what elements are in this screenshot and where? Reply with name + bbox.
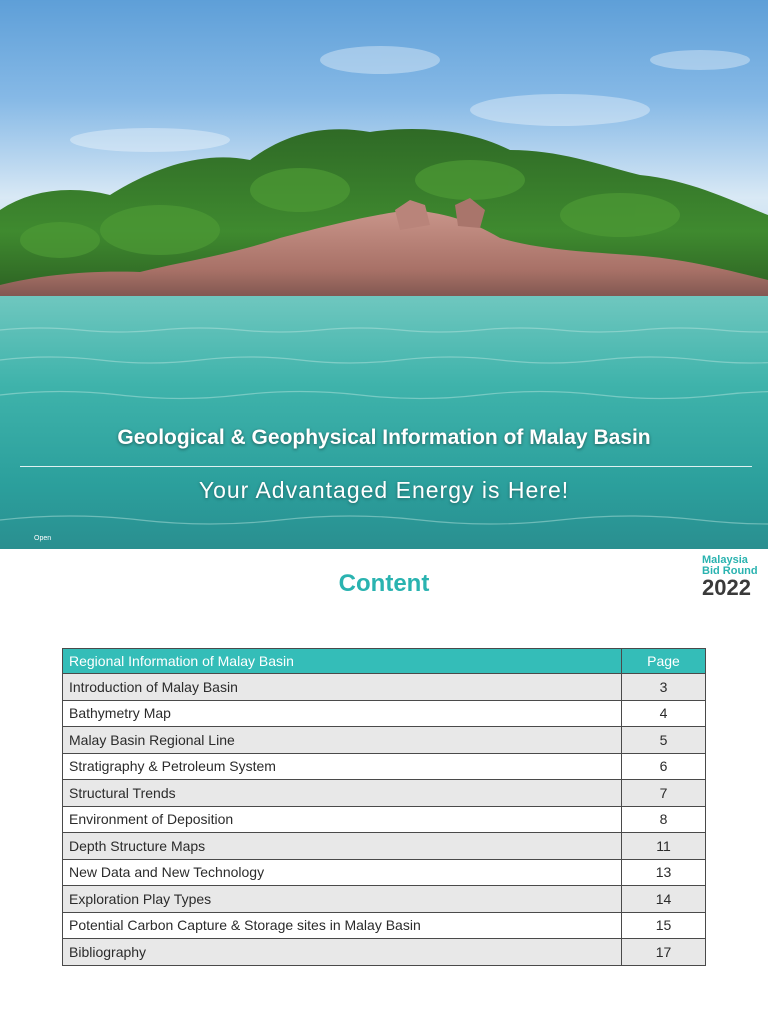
- toc-row: [63, 753, 706, 780]
- toc-row: [63, 859, 706, 886]
- content-heading: Content: [338, 570, 430, 597]
- logo-year: 2022: [702, 575, 751, 600]
- toc-entry-label: Bathymetry Map: [63, 700, 622, 727]
- toc-entry-label: Stratigraphy & Petroleum System: [63, 753, 622, 780]
- toc-entry-page: 6: [622, 753, 706, 780]
- toc-entry-page: 11: [622, 833, 706, 860]
- toc-entry-label: Depth Structure Maps: [63, 833, 622, 860]
- toc-entry-label: Environment of Deposition: [63, 806, 622, 833]
- logo-line-bid-round: Bid Round: [702, 565, 758, 577]
- toc-section-header: Regional Information of Malay Basin: [63, 649, 622, 674]
- toc-row: [63, 674, 706, 701]
- toc-row: [63, 939, 706, 966]
- toc-entry-page: 5: [622, 727, 706, 754]
- toc-row: [63, 700, 706, 727]
- toc-row: [63, 886, 706, 913]
- toc-entry-label: Bibliography: [63, 939, 622, 966]
- toc-entry-label: Exploration Play Types: [63, 886, 622, 913]
- toc-row: [63, 833, 706, 860]
- toc-row: [63, 912, 706, 939]
- toc-entry-label: New Data and New Technology: [63, 859, 622, 886]
- toc-row: [63, 806, 706, 833]
- toc-header-row: [63, 649, 706, 674]
- classification-tag: Open: [34, 535, 52, 542]
- toc-page-header: Page: [622, 649, 706, 674]
- toc-entry-label: Structural Trends: [63, 780, 622, 807]
- logo-line-malaysia: Malaysia: [702, 554, 748, 566]
- toc-entry-page: 14: [622, 886, 706, 913]
- toc-row: [63, 727, 706, 754]
- title-divider: [20, 466, 752, 467]
- toc-entry-page: 13: [622, 859, 706, 886]
- toc-entry-page: 15: [622, 912, 706, 939]
- toc-entry-page: 17: [622, 939, 706, 966]
- cover-subtitle: Your Advantaged Energy is Here!: [198, 477, 570, 503]
- toc-entry-page: 7: [622, 780, 706, 807]
- toc-entry-label: Introduction of Malay Basin: [63, 674, 622, 701]
- toc-entry-page: 4: [622, 700, 706, 727]
- toc-entry-label: Potential Carbon Capture & Storage sites in Malay Basin: [63, 912, 622, 939]
- toc-entry-page: 8: [622, 806, 706, 833]
- table-of-contents: [62, 648, 706, 966]
- toc-entry-page: 3: [622, 674, 706, 701]
- toc-row: [63, 780, 706, 807]
- cover-title: Geological & Geophysical Information of Malay Basin: [117, 426, 651, 449]
- toc-entry-label: Malay Basin Regional Line: [63, 727, 622, 754]
